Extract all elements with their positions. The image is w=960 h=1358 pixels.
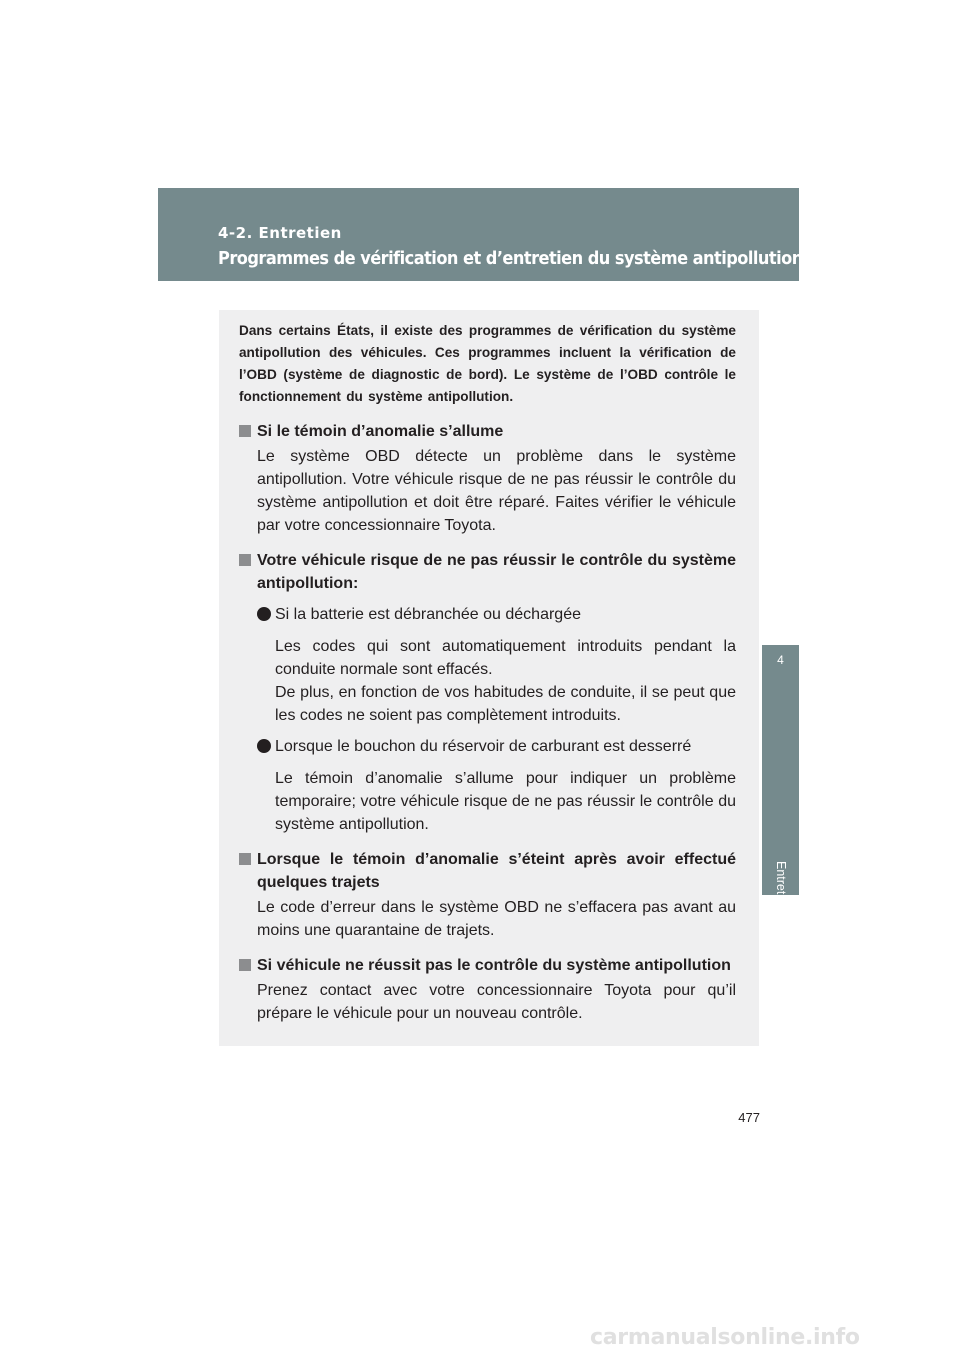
intro-paragraph: Dans certains États, il existe des programmes de vérification du système antipollution des véhicules. Ces programmes incluent la vérification de l’OBD (système de diagnostic de bord). Le système de l’OBD contrôle le fonctionnement du système antipollution. xyxy=(239,323,736,404)
round-bullet-icon xyxy=(257,739,271,753)
header-band xyxy=(158,188,803,281)
square-bullet-icon xyxy=(239,425,251,437)
section-heading: Votre véhicule risque de ne pas réussir le contrôle du système antipollution: xyxy=(257,552,736,592)
bullet-text: Les codes qui sont automatiquement introduits pendant la conduite normale sont effacés. xyxy=(275,638,736,678)
page-title: Programmes de vérification et d’entretien du système antipollution xyxy=(218,248,803,269)
section-text: Le code d’erreur dans le système OBD ne s’effacera pas avant au moins une quarantaine de trajets. xyxy=(257,899,736,939)
section-text: Prenez contact avec votre concessionnaire Toyota pour qu’il prépare le véhicule pour un nouveau contrôle. xyxy=(257,982,736,1022)
section-may-fail xyxy=(239,549,736,836)
section-heading: Si véhicule ne réussit pas le contrôle du système antipollution xyxy=(257,957,731,974)
square-bullet-icon xyxy=(239,959,251,971)
section-fails-check xyxy=(239,954,736,1025)
bullet-heading: Lorsque le bouchon du réservoir de carburant est desserré xyxy=(275,738,692,755)
section-label: 4-2. Entretien xyxy=(218,224,342,242)
chapter-number: 4 xyxy=(777,653,784,667)
section-mil-off xyxy=(239,848,736,942)
content-box xyxy=(219,310,759,1046)
bullet-fuel-cap xyxy=(257,735,736,836)
section-heading: Lorsque le témoin d’anomalie s’éteint après avoir effectué quelques trajets xyxy=(257,851,736,891)
bullet-text: Le témoin d’anomalie s’allume pour indiquer un problème temporaire; votre véhicule risque de ne pas réussir le contrôle du système antipollution. xyxy=(275,770,736,833)
section-text: Le système OBD détecte un problème dans le système antipollution. Votre véhicule risque de ne pas réussir le contrôle du système antipollution et doit être réparé. Faites vérifier le véhicule par votre concessionnaire Toyota. xyxy=(257,448,736,534)
bullet-text: De plus, en fonction de vos habitudes de conduite, il se peut que les codes ne soient pas complètement introduits. xyxy=(275,684,736,724)
chapter-side-tab[interactable] xyxy=(762,645,799,984)
square-bullet-icon xyxy=(239,853,251,865)
bullet-heading: Si la batterie est débranchée ou déchargée xyxy=(275,606,581,623)
page-number: 477 xyxy=(738,1110,760,1125)
watermark: carmanualsonline.info xyxy=(590,1325,860,1350)
bullet-battery xyxy=(257,603,736,727)
section-mil-on xyxy=(239,420,736,537)
section-heading: Si le témoin d’anomalie s’allume xyxy=(257,423,504,440)
chapter-label: Entretien et nettoyage xyxy=(774,861,788,984)
square-bullet-icon xyxy=(239,554,251,566)
round-bullet-icon xyxy=(257,607,271,621)
